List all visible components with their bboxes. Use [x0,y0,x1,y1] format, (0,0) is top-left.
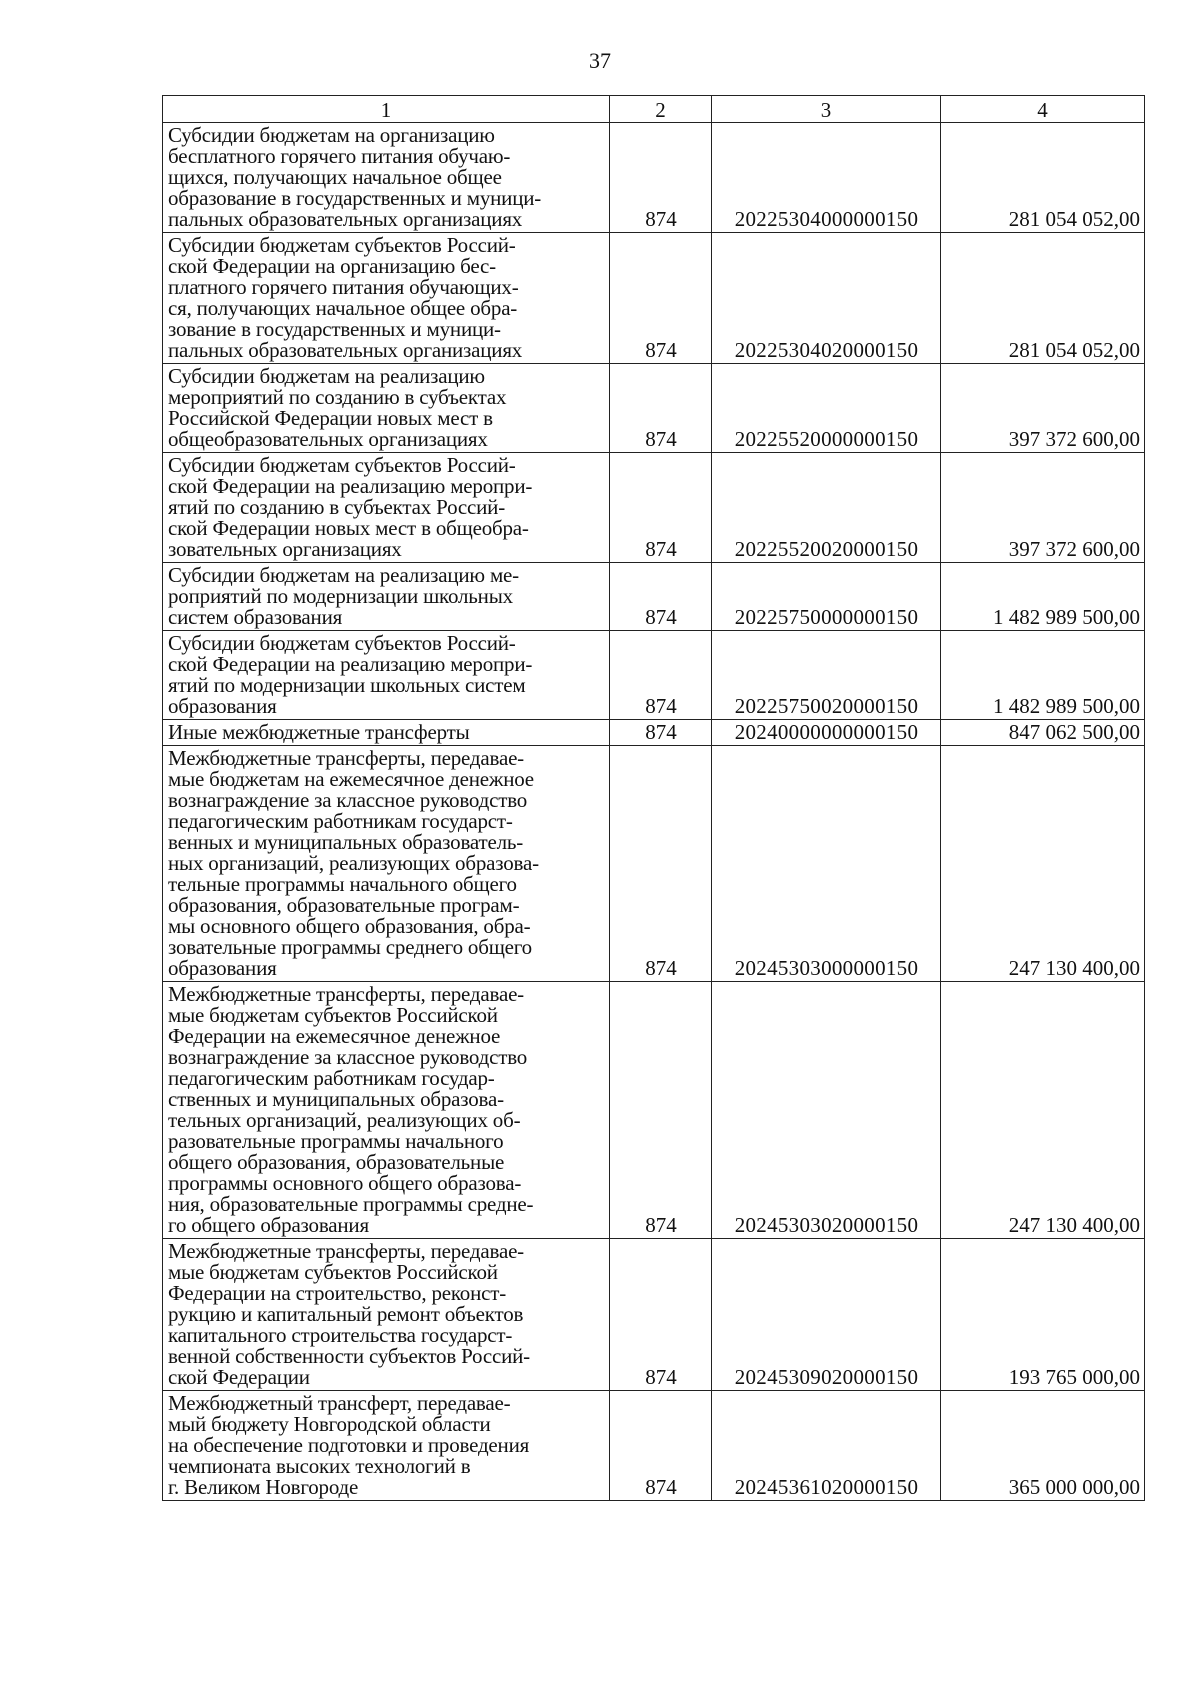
table-row [163,1239,1145,1391]
description-line: образования [168,694,277,718]
admin-code: 874 [610,982,712,1239]
budget-classification-code: 20245303020000150 [712,982,941,1239]
description-line: тельных организаций, реализующих об- [168,1108,521,1132]
description-line: пальных образовательных организациях [168,207,523,231]
description-line: систем образования [168,605,343,629]
description-line: го общего образования [168,1213,369,1237]
budget-classification-code: 20240000000000150 [712,720,941,746]
description-line: общеобразовательных организациях [168,427,488,451]
description-line: образования, образовательные програм- [168,893,520,917]
table-row [163,982,1145,1239]
amount: 1 482 989 500,00 [941,563,1145,631]
admin-code: 874 [610,1391,712,1501]
description-line: программы основного общего образова- [168,1171,522,1195]
description-line: Российской Федерации новых мест в [168,406,493,430]
column-header-1: 1 [163,96,610,123]
amount: 281 054 052,00 [941,123,1145,233]
row-description [163,563,610,631]
table-row [163,453,1145,563]
admin-code: 874 [610,453,712,563]
budget-classification-code: 20225304020000150 [712,233,941,364]
description-line: мероприятий по созданию в субъектах [168,385,507,409]
amount: 281 054 052,00 [941,233,1145,364]
description-line: ся, получающих начальное общее обра- [168,296,518,320]
description-line: венных и муниципальных образователь- [168,830,524,854]
row-description [163,364,610,453]
budget-classification-code: 20225304000000150 [712,123,941,233]
table-row [163,720,1145,746]
amount: 1 482 989 500,00 [941,631,1145,720]
column-header-3: 3 [712,96,941,123]
description-line: ятий по созданию в субъектах Россий- [168,495,506,519]
description-line: венной собственности субъектов Россий- [168,1344,530,1368]
description-line: Субсидии бюджетам субъектов Россий- [168,233,516,257]
row-description [163,720,610,746]
row-description [163,631,610,720]
admin-code: 874 [610,364,712,453]
budget-classification-code: 20245361020000150 [712,1391,941,1501]
description-line: ской Федерации на организацию бес- [168,254,496,278]
description-line: образование в государственных и муници- [168,186,542,210]
amount: 397 372 600,00 [941,453,1145,563]
table-row [163,563,1145,631]
description-line: щихся, получающих начальное общее [168,165,502,189]
description-line: ской Федерации [168,1365,310,1389]
description-line: зовательные программы среднего общего [168,935,532,959]
table-header-row [163,96,1145,123]
description-line: Субсидии бюджетам на реализацию [168,364,485,388]
description-line: вознаграждение за классное руководство [168,788,528,812]
row-description [163,123,610,233]
table-row [163,233,1145,364]
description-line: ных организаций, реализующих образова- [168,851,539,875]
amount: 247 130 400,00 [941,746,1145,982]
description-line: ятий по модернизации школьных систем [168,673,526,697]
budget-classification-code: 20245303000000150 [712,746,941,982]
row-description [163,982,610,1239]
budget-classification-code: 20245309020000150 [712,1239,941,1391]
description-line: Межбюджетные трансферты, передавае- [168,746,524,770]
admin-code: 874 [610,631,712,720]
description-line: г. Великом Новгороде [168,1475,359,1499]
budget-classification-code: 20225520000000150 [712,364,941,453]
amount: 247 130 400,00 [941,982,1145,1239]
column-header-4: 4 [941,96,1145,123]
row-description [163,1391,610,1501]
amount: 365 000 000,00 [941,1391,1145,1501]
description-line: мые бюджетам субъектов Российской [168,1003,498,1027]
table-body [163,123,1145,1501]
table-row [163,631,1145,720]
description-line: пальных образовательных организациях [168,338,523,362]
row-description [163,233,610,364]
table-row [163,364,1145,453]
description-line: общего образования, образовательные [168,1150,505,1174]
description-line: зовательных организациях [168,537,402,561]
row-description [163,746,610,982]
budget-classification-code: 20225750020000150 [712,631,941,720]
budget-classification-code: 20225750000000150 [712,563,941,631]
amount: 397 372 600,00 [941,364,1145,453]
admin-code: 874 [610,563,712,631]
description-line: на обеспечение подготовки и проведения [168,1433,530,1457]
budget-classification-code: 20225520020000150 [712,453,941,563]
description-line: разовательные программы начального [168,1129,504,1153]
description-line: Субсидии бюджетам субъектов Россий- [168,631,516,655]
row-description [163,453,610,563]
description-line: Субсидии бюджетам на реализацию ме- [168,563,519,587]
amount: 193 765 000,00 [941,1239,1145,1391]
description-line: Межбюджетные трансферты, передавае- [168,1239,524,1263]
admin-code: 874 [610,233,712,364]
description-line: Межбюджетные трансферты, передавае- [168,982,524,1006]
description-line: бесплатного горячего питания обучаю- [168,144,511,168]
table-row [163,123,1145,233]
description-line: платного горячего питания обучающих- [168,275,519,299]
description-line: мы основного общего образования, обра- [168,914,531,938]
description-line: педагогическим работникам государст- [168,809,513,833]
description-line: вознаграждение за классное руководство [168,1045,528,1069]
description-line: Межбюджетный трансферт, передавае- [168,1391,511,1415]
description-line: ственных и муниципальных образова- [168,1087,504,1111]
description-line: роприятий по модернизации школьных [168,584,513,608]
description-line: мые бюджетам субъектов Российской [168,1260,498,1284]
description-line: образования [168,956,277,980]
description-line: чемпионата высоких технологий в [168,1454,471,1478]
row-description [163,1239,610,1391]
description-line: тельные программы начального общего [168,872,517,896]
description-line: рукцию и капитальный ремонт объектов [168,1302,524,1326]
description-line: ской Федерации на реализацию меропри- [168,474,533,498]
description-line: Федерации на строительство, реконст- [168,1281,507,1305]
description-line: ской Федерации новых мест в общеобра- [168,516,529,540]
table-row [163,746,1145,982]
description-line: ния, образовательные программы средне- [168,1192,534,1216]
description-line: педагогическим работникам государ- [168,1066,495,1090]
description-line: мые бюджетам на ежемесячное денежное [168,767,534,791]
description-line: Субсидии бюджетам на организацию [168,123,495,147]
budget-table [162,95,1145,1501]
page-number: 37 [589,48,611,73]
description-line: Иные межбюджетные трансферты [168,720,470,744]
description-line: мый бюджету Новгородской области [168,1412,491,1436]
admin-code: 874 [610,746,712,982]
admin-code: 874 [610,1239,712,1391]
admin-code: 874 [610,123,712,233]
description-line: капитального строительства государст- [168,1323,513,1347]
table-row [163,1391,1145,1501]
description-line: Федерации на ежемесячное денежное [168,1024,501,1048]
admin-code: 874 [610,720,712,746]
description-line: ской Федерации на реализацию меропри- [168,652,533,676]
description-line: зование в государственных и муници- [168,317,501,341]
amount: 847 062 500,00 [941,720,1145,746]
description-line: Субсидии бюджетам субъектов Россий- [168,453,516,477]
column-header-2: 2 [610,96,712,123]
